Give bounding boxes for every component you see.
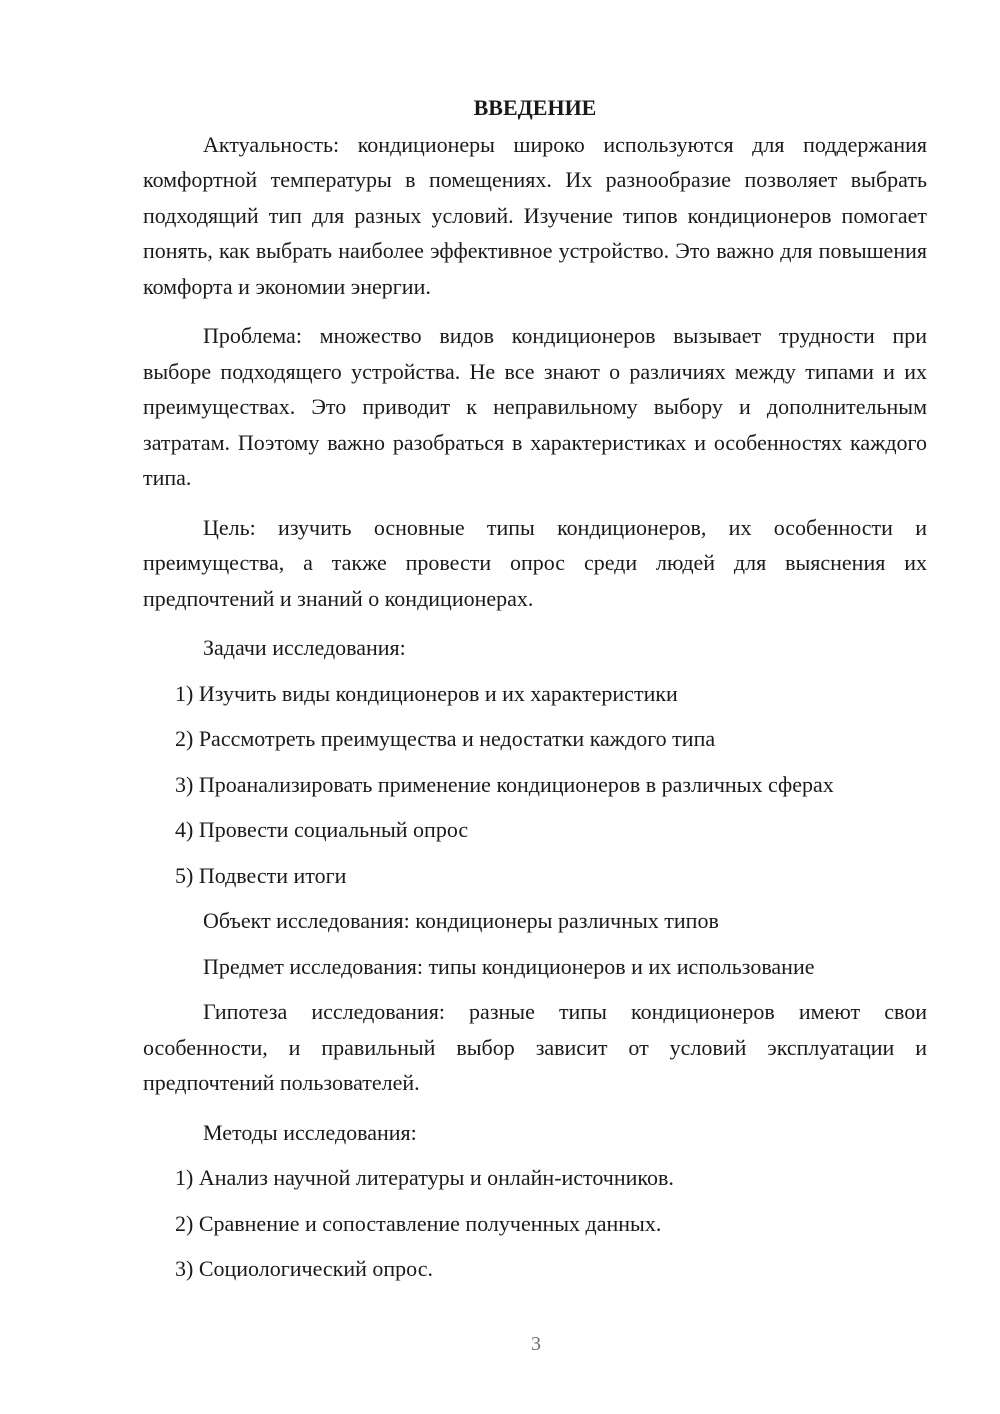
- research-subject: Предмет исследования: типы кондиционеров и их использование: [203, 953, 815, 979]
- method-item: 1) Анализ научной литературы и онлайн-источников.: [175, 1165, 674, 1190]
- method-item: 3) Социологический опрос.: [175, 1256, 433, 1281]
- task-item: 2) Рассмотреть преимущества и недостатки каждого типа: [175, 726, 716, 751]
- tasks-heading: Задачи исследования:: [203, 635, 406, 660]
- task-item: 1) Изучить виды кондиционеров и их характеристики: [175, 680, 678, 706]
- task-item: 3) Проанализировать применение кондиционеров в различных сферах: [175, 771, 834, 797]
- page-number: 3: [531, 1333, 541, 1355]
- task-item: 4) Провести социальный опрос: [175, 817, 469, 842]
- page-title: ВВЕДЕНИЕ: [473, 95, 597, 120]
- method-item: 2) Сравнение и сопоставление полученных данных.: [175, 1210, 662, 1236]
- document-page: [143, 90, 927, 1297]
- relevance-paragraph: Актуальность: кондиционеры широко используются для поддержания комфортной температуры в помещениях. Их разнообразие позволяет выбрать подходящий тип для разных условий. Изучение типов кондиционеров помогает понять, как выбрать наиболее эффективное устройство. Это важно для повышения комфорта и экономии энергии.: [143, 131, 927, 299]
- research-object: Объект исследования: кондиционеры различных типов: [203, 908, 719, 933]
- task-item: 5) Подвести итоги: [175, 862, 347, 888]
- hypothesis-paragraph: Гипотеза исследования: разные типы кондиционеров имеют свои особенности, и правильный выбор зависит от условий эксплуатации и предпочтений пользователей.: [143, 999, 927, 1095]
- goal-paragraph: Цель: изучить основные типы кондиционеров, их особенности и преимущества, а также провести опрос среди людей для выяснения их предпочтений и знаний о кондиционерах.: [143, 514, 927, 611]
- problem-paragraph: Проблема: множество видов кондиционеров вызывает трудности при выборе подходящего устройства. Не все знают о различиях между типами и их преимуществах. Это приводит к неправильному выбору и дополнительным затратам. Поэтому важно разобраться в характеристиках и особенностях каждого типа.: [143, 323, 927, 490]
- methods-heading: Методы исследования:: [203, 1119, 417, 1145]
